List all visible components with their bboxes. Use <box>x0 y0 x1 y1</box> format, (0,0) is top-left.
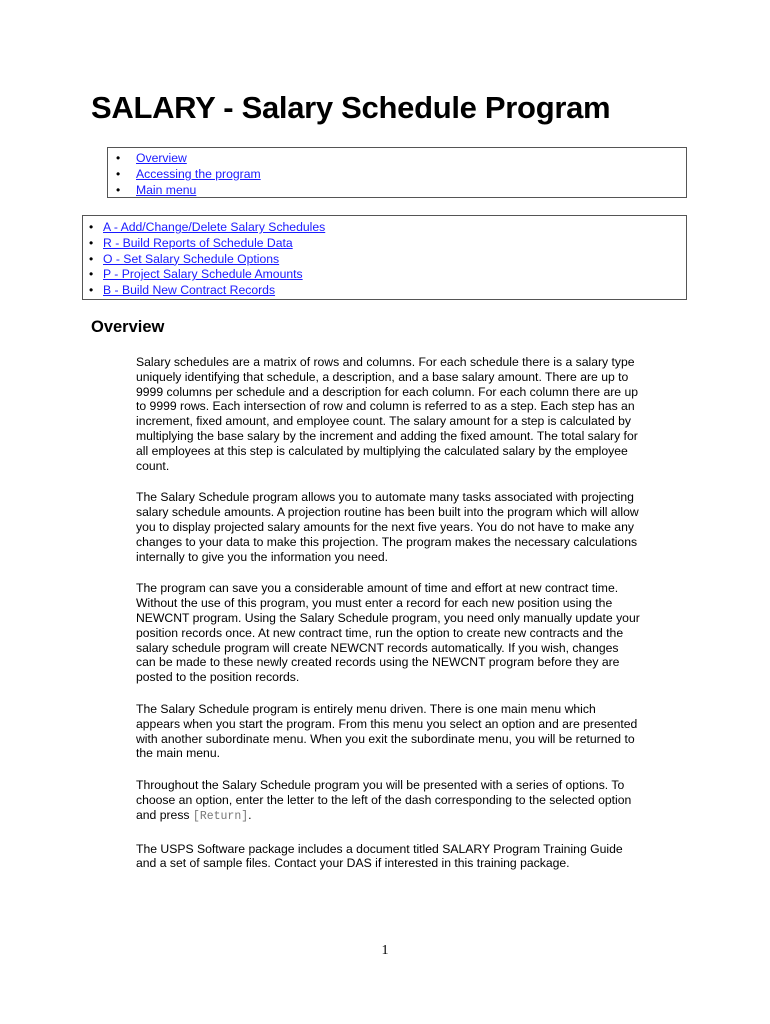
paragraph-options-end: . <box>248 807 252 822</box>
toc-primary-list <box>108 148 686 198</box>
bullet-icon: • <box>89 220 94 234</box>
toc-link-overview[interactable]: Overview <box>136 151 187 165</box>
bullet-icon: • <box>116 182 121 197</box>
toc-link-accessing[interactable]: Accessing the program <box>136 166 261 181</box>
bullet-icon: • <box>89 235 94 250</box>
toc-options <box>82 215 687 300</box>
toc-options-list <box>83 216 686 299</box>
toc-link-main-menu[interactable]: Main menu <box>136 182 197 197</box>
bullet-icon: • <box>116 166 121 181</box>
paragraph-options-text: Throughout the Salary Schedule program you will be presented with a series of options. To choose an option, enter the letter to the left of the dash corresponding to the selected option and press <box>136 778 632 822</box>
paragraph-closing: The USPS Software package includes a document titled SALARY Program Training Guide and a set of sample files. Contact your DAS if interested in this training package. <box>136 841 623 871</box>
toc-item-accessing <box>108 167 686 183</box>
paragraph: The Salary Schedule program is entirely menu driven. There is one main menu which appears when you start the program. From this menu you select an option and are presented with another subordinate menu. When you exit the subordinate menu, you will be returned to the main menu. <box>136 701 638 761</box>
paragraph: The program can save you a considerable amount of time and effort at new contract time. Without the use of this program, you must enter a record for each new position using the NEWCNT program. Using the Salary Schedule program, you need only manually update your position records once. At new contract time, run the option to create new contracts and the salary schedule program will create NEWCNT records automatically. If you wish, changes can be made to these newly created records using the NEWCNT program before they are posted to the position records. <box>136 581 640 685</box>
toc-link-option-b[interactable]: B - Build New Contract Records <box>103 283 276 298</box>
overview-body <box>136 355 641 888</box>
bullet-icon: • <box>89 251 94 266</box>
return-key-label: [Return] <box>192 809 249 823</box>
toc-item-overview <box>108 151 686 167</box>
bullet-icon: • <box>116 151 121 165</box>
paragraph-options <box>136 778 641 824</box>
paragraph: Salary schedules are a matrix of rows and columns. For each schedule there is a salary type uniquely identifying that schedule, a description, and a base salary amount. There are up to 9999 columns per schedule and a description for each column. For each column there are up to 9999 rows. Each intersection of row and column is referred to as a step. Each step has an increment, fixed amount, and employee count. The salary amount for a step is calculated by multiplying the base salary by the increment and adding the fixed amount. The total salary for all employees at this step is calculated by multiplying the calculated salary by the employee count. <box>136 355 639 473</box>
toc-link-option-a[interactable]: A - Add/Change/Delete Salary Schedules <box>103 220 326 234</box>
toc-item-option-a <box>83 220 686 236</box>
bullet-icon: • <box>89 283 94 298</box>
toc-link-option-o[interactable]: O - Set Salary Schedule Options <box>103 251 280 266</box>
page-number: 1 <box>381 943 389 958</box>
bullet-icon: • <box>89 267 94 282</box>
toc-primary <box>107 147 687 198</box>
toc-item-main-menu <box>108 183 686 199</box>
page-title: SALARY - Salary Schedule Program <box>91 90 611 125</box>
toc-link-option-p[interactable]: P - Project Salary Schedule Amounts <box>103 267 303 282</box>
toc-link-option-r[interactable]: R - Build Reports of Schedule Data <box>103 235 293 250</box>
toc-item-option-b <box>83 283 686 299</box>
section-heading-overview: Overview <box>91 318 165 336</box>
paragraph: The Salary Schedule program allows you to automate many tasks associated with projecting salary schedule amounts. A projection routine has been built into the program which will allow you to display projected salary amounts for the next five years. You do not have to make any changes to your data to make this projection. The program makes the necessary calculations internally to give you the information you need. <box>136 490 639 564</box>
toc-item-option-r <box>83 236 686 252</box>
toc-item-option-p <box>83 267 686 283</box>
toc-item-option-o <box>83 252 686 268</box>
